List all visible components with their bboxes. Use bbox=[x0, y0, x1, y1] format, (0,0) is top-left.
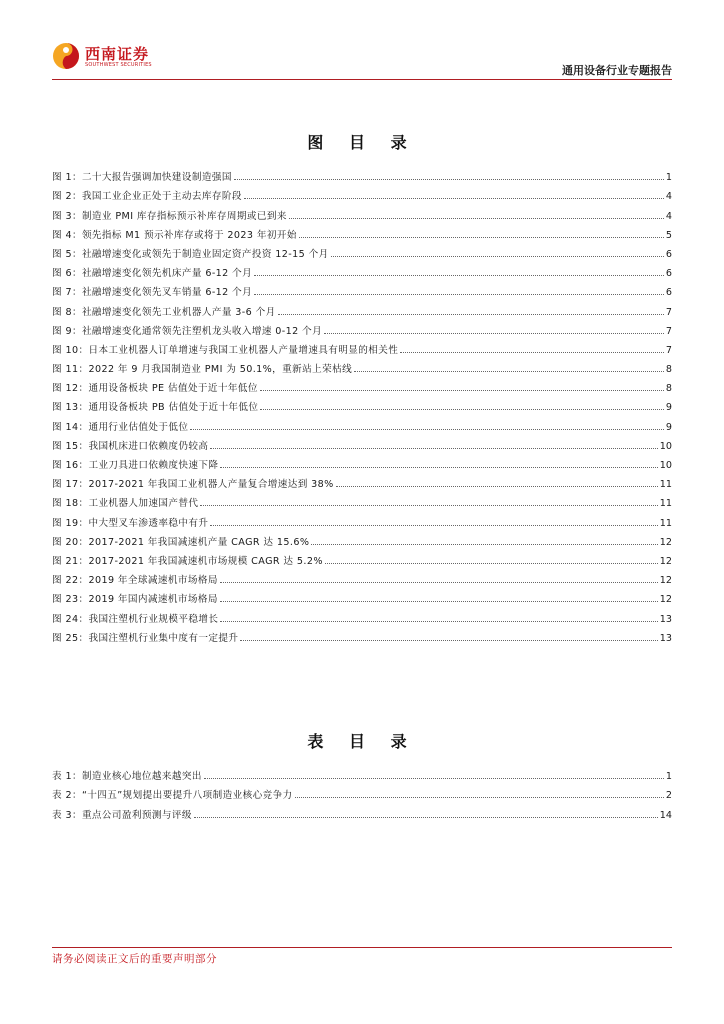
toc-entry[interactable] bbox=[52, 413, 672, 432]
toc-dot-leader bbox=[220, 601, 658, 602]
toc-entry[interactable] bbox=[52, 625, 672, 644]
toc-dot-leader bbox=[210, 448, 657, 449]
toc-entry[interactable] bbox=[52, 356, 672, 375]
toc-entry-label: 图 18：工业机器人加速国产替代 bbox=[52, 498, 199, 510]
header-divider bbox=[52, 79, 672, 80]
footer-disclaimer: 请务必阅读正文后的重要声明部分 bbox=[52, 953, 217, 965]
table-toc-list bbox=[52, 763, 672, 821]
toc-entry-label: 表 2：“十四五”规划提出要提升八项制造业核心竞争力 bbox=[52, 790, 293, 802]
toc-entry[interactable] bbox=[52, 782, 672, 801]
toc-dot-leader bbox=[234, 179, 664, 180]
toc-dot-leader bbox=[260, 390, 664, 391]
toc-entry-page-number: 1 bbox=[665, 172, 672, 184]
toc-entry[interactable] bbox=[52, 433, 672, 452]
company-logo bbox=[52, 42, 182, 76]
logo-chinese-name: 西南证券 bbox=[85, 45, 150, 63]
toc-entry[interactable] bbox=[52, 183, 672, 202]
logo-english-name: SOUTHWEST SECURITIES bbox=[85, 62, 152, 68]
toc-dot-leader bbox=[210, 525, 657, 526]
toc-entry-page-number: 10 bbox=[659, 440, 672, 452]
toc-entry[interactable] bbox=[52, 298, 672, 317]
toc-entry-page-number: 10 bbox=[659, 460, 672, 471]
toc-entry[interactable] bbox=[52, 337, 672, 356]
toc-entry-label: 图 5：社融增速变化或领先于制造业固定资产投资 12-15 个月 bbox=[52, 248, 329, 260]
toc-entry[interactable] bbox=[52, 260, 672, 279]
toc-dot-leader bbox=[244, 198, 664, 199]
toc-entry-page-number: 13 bbox=[659, 613, 672, 625]
toc-dot-leader bbox=[254, 275, 664, 276]
toc-entry-label: 图 24：我国注塑机行业规模平稳增长 bbox=[52, 613, 219, 625]
toc-entry-page-number: 9 bbox=[665, 402, 672, 414]
toc-entry[interactable] bbox=[52, 763, 672, 782]
toc-entry-label: 图 21：2017-2021 年我国减速机市场规模 CAGR 达 5.2% bbox=[52, 555, 323, 567]
toc-dot-leader bbox=[324, 333, 664, 334]
toc-entry-label: 表 1：制造业核心地位越来越突出 bbox=[52, 771, 202, 783]
toc-entry-label: 图 19：中大型叉车渗透率稳中有升 bbox=[52, 517, 209, 529]
toc-entry-label: 图 20：2017-2021 年我国减速机产量 CAGR 达 15.6% bbox=[52, 536, 310, 548]
toc-dot-leader bbox=[204, 778, 664, 779]
toc-entry-page-number: 12 bbox=[659, 594, 672, 606]
toc-dot-leader bbox=[299, 237, 664, 238]
toc-entry[interactable] bbox=[52, 241, 672, 260]
toc-dot-leader bbox=[220, 621, 657, 622]
toc-entry[interactable] bbox=[52, 318, 672, 337]
toc-entry[interactable] bbox=[52, 375, 672, 394]
toc-entry-page-number: 11 bbox=[659, 517, 672, 529]
toc-entry[interactable] bbox=[52, 605, 672, 624]
logo-mark-icon bbox=[52, 42, 80, 70]
toc-entry-label: 表 3：重点公司盈利预测与评级 bbox=[52, 809, 192, 821]
toc-entry-label: 图 14：通用行业估值处于低位 bbox=[52, 421, 189, 433]
toc-entry-page-number: 7 bbox=[665, 344, 672, 356]
toc-entry-page-number: 7 bbox=[665, 325, 672, 337]
toc-entry[interactable] bbox=[52, 586, 672, 605]
toc-entry-page-number: 8 bbox=[665, 383, 672, 395]
toc-dot-leader bbox=[200, 505, 657, 506]
toc-entry-label: 图 22：2019 年全球减速机市场格局 bbox=[52, 575, 218, 587]
toc-entry[interactable] bbox=[52, 471, 672, 490]
toc-entry-label: 图 3：制造业 PMI 库存指标预示补库存周期或已到来 bbox=[52, 210, 287, 222]
toc-entry[interactable] bbox=[52, 490, 672, 509]
toc-dot-leader bbox=[220, 582, 658, 583]
toc-entry-label: 图 10：日本工业机器人订单增速与我国工业机器人产量增速具有明显的相关性 bbox=[52, 344, 399, 356]
toc-entry[interactable] bbox=[52, 279, 672, 298]
toc-entry[interactable] bbox=[52, 567, 672, 586]
toc-dot-leader bbox=[331, 256, 664, 257]
toc-dot-leader bbox=[295, 797, 664, 798]
toc-entry-page-number: 6 bbox=[665, 287, 672, 299]
toc-entry-label: 图 13：通用设备板块 PB 估值处于近十年低位 bbox=[52, 402, 259, 414]
figure-toc-title: 图 目 录 bbox=[307, 133, 417, 152]
toc-entry-label: 图 1：二十大报告强调加快建设制造强国 bbox=[52, 172, 232, 184]
toc-dot-leader bbox=[190, 429, 664, 430]
toc-entry-page-number: 8 bbox=[665, 364, 672, 376]
toc-dot-leader bbox=[354, 371, 664, 372]
toc-dot-leader bbox=[240, 640, 657, 641]
toc-dot-leader bbox=[325, 563, 658, 564]
toc-entry[interactable] bbox=[52, 452, 672, 471]
toc-entry-label: 图 11：2022 年 9 月我国制造业 PMI 为 50.1%，重新站上荣枯线 bbox=[52, 364, 353, 376]
toc-entry-page-number: 4 bbox=[665, 210, 672, 222]
toc-dot-leader bbox=[254, 294, 664, 295]
table-toc-title: 表 目 录 bbox=[307, 732, 417, 751]
toc-entry[interactable] bbox=[52, 548, 672, 567]
toc-entry-label: 图 2：我国工业企业正处于主动去库存阶段 bbox=[52, 191, 242, 203]
toc-entry-page-number: 2 bbox=[665, 790, 672, 802]
toc-dot-leader bbox=[260, 409, 663, 410]
toc-entry-page-number: 12 bbox=[659, 555, 672, 567]
toc-entry-label: 图 9：社融增速变化通常领先注塑机龙头收入增速 0-12 个月 bbox=[52, 325, 323, 337]
toc-entry-page-number: 13 bbox=[659, 632, 672, 644]
toc-entry-page-number: 4 bbox=[665, 191, 672, 203]
toc-entry-page-number: 11 bbox=[659, 479, 672, 491]
toc-entry[interactable] bbox=[52, 801, 672, 820]
toc-entry-label: 图 7：社融增速变化领先叉车销量 6-12 个月 bbox=[52, 287, 253, 299]
toc-entry-label: 图 23：2019 年国内减速机市场格局 bbox=[52, 594, 218, 606]
toc-entry-label: 图 6：社融增速变化领先机床产量 6-12 个月 bbox=[52, 268, 253, 280]
toc-entry[interactable] bbox=[52, 202, 672, 221]
toc-dot-leader bbox=[336, 486, 658, 487]
footer-divider bbox=[52, 947, 672, 948]
toc-entry-page-number: 6 bbox=[665, 248, 672, 260]
toc-entry-page-number: 9 bbox=[665, 421, 672, 433]
toc-entry-page-number: 14 bbox=[659, 809, 672, 821]
toc-entry[interactable] bbox=[52, 509, 672, 528]
toc-entry-label: 图 25：我国注塑机行业集中度有一定提升 bbox=[52, 632, 239, 644]
report-type-title: 通用设备行业专题报告 bbox=[562, 64, 672, 77]
toc-entry-label: 图 4：领先指标 M1 预示补库存或将于 2023 年初开始 bbox=[52, 229, 297, 241]
toc-entry-label: 图 17：2017-2021 年我国工业机器人产量复合增速达到 38% bbox=[52, 479, 334, 491]
toc-entry-page-number: 12 bbox=[659, 536, 672, 548]
toc-dot-leader bbox=[400, 352, 664, 353]
toc-entry-label: 图 16：工业刀具进口依赖度快速下降 bbox=[52, 460, 219, 471]
figure-toc-list bbox=[52, 164, 672, 644]
toc-entry-label: 图 15：我国机床进口依赖度仍较高 bbox=[52, 440, 209, 452]
toc-dot-leader bbox=[194, 817, 658, 818]
toc-entry-page-number: 5 bbox=[665, 229, 672, 241]
toc-entry-page-number: 1 bbox=[665, 771, 672, 783]
toc-dot-leader bbox=[311, 544, 657, 545]
toc-entry-label: 图 8：社融增速变化领先工业机器人产量 3-6 个月 bbox=[52, 306, 276, 318]
toc-dot-leader bbox=[278, 314, 664, 315]
toc-entry[interactable] bbox=[52, 529, 672, 548]
page-header bbox=[0, 0, 724, 84]
toc-entry-page-number: 7 bbox=[665, 306, 672, 318]
toc-entry-page-number: 11 bbox=[659, 498, 672, 510]
toc-entry[interactable] bbox=[52, 222, 672, 241]
toc-entry-page-number: 6 bbox=[665, 268, 672, 280]
toc-entry[interactable] bbox=[52, 164, 672, 183]
toc-dot-leader bbox=[289, 218, 664, 219]
toc-entry-page-number: 12 bbox=[659, 575, 672, 587]
toc-entry-label: 图 12：通用设备板块 PE 估值处于近十年低位 bbox=[52, 383, 258, 395]
toc-dot-leader bbox=[220, 467, 657, 468]
toc-entry[interactable] bbox=[52, 394, 672, 413]
